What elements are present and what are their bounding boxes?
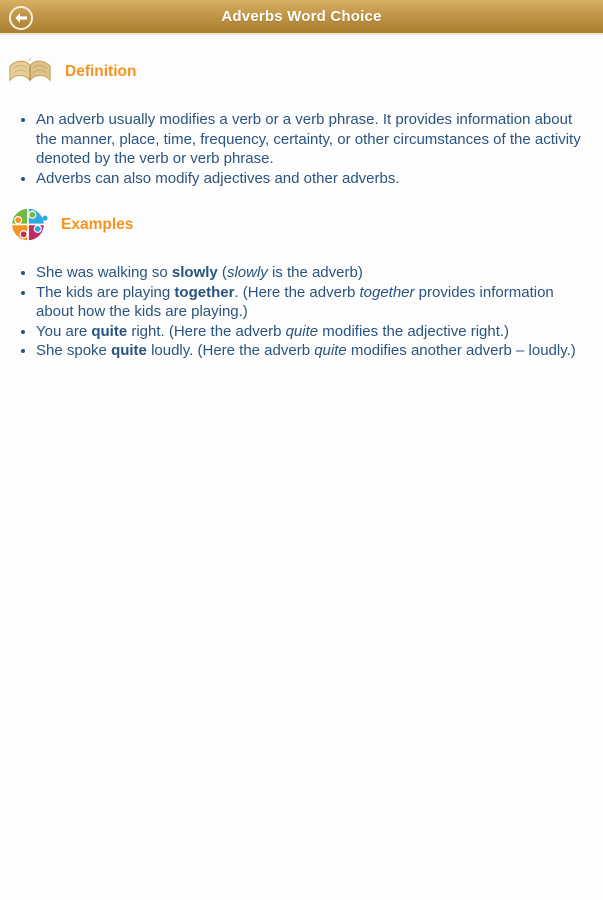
page-title: Adverbs Word Choice — [221, 8, 382, 25]
page — [0, 0, 603, 361]
text-segment: right. (Here the adverb — [127, 322, 286, 340]
highlighted-adverb: together — [174, 283, 235, 301]
italic-adverb: slowly — [226, 264, 268, 281]
section-definition-header — [8, 57, 595, 87]
italic-adverb: together — [359, 283, 415, 301]
content — [0, 57, 603, 361]
list-item — [36, 263, 591, 283]
highlighted-adverb: slowly — [171, 264, 218, 281]
list-item — [36, 341, 591, 361]
examples-list — [8, 263, 595, 361]
back-arrow-icon — [8, 5, 34, 31]
section-examples-header — [8, 205, 595, 244]
highlighted-adverb: quite — [111, 342, 147, 359]
text-segment: Adverbs can also modify adjectives and other adverbs. — [36, 169, 400, 187]
list-item — [36, 169, 591, 189]
text-segment: You are — [36, 322, 92, 340]
text-segment: The kids are playing — [36, 283, 175, 301]
text-segment: She was walking so — [36, 264, 172, 281]
text-segment: . (Here the adverb — [234, 283, 360, 301]
text-segment: modifies the adjective right.) — [318, 322, 510, 340]
definition-list — [8, 110, 595, 188]
text-segment: An adverb usually modifies a verb or a verb phrase. It provides information about the manner, place, time, frequency, certainty, or other circumstances of the activity denoted by the verb or verb phrase. — [36, 111, 581, 167]
italic-adverb: quite — [285, 322, 319, 340]
text-segment: modifies another adverb – loudly.) — [346, 342, 576, 359]
section-title-definition: Definition — [65, 63, 137, 80]
list-item — [36, 283, 591, 322]
text-segment: provides information about how the kids are playing.) — [36, 283, 554, 320]
puzzle-pieces-icon — [8, 205, 48, 244]
text-segment: loudly. (Here the adverb — [146, 342, 315, 359]
text-segment: ( — [217, 264, 227, 281]
list-item — [36, 322, 591, 342]
back-button[interactable] — [8, 5, 34, 31]
app-header — [0, 0, 603, 35]
list-item — [36, 110, 591, 169]
text-segment: is the adverb) — [267, 264, 363, 281]
open-book-icon — [8, 57, 52, 87]
italic-adverb: quite — [314, 342, 347, 359]
text-segment: She spoke — [36, 342, 112, 359]
highlighted-adverb: quite — [91, 322, 128, 340]
section-title-examples: Examples — [61, 215, 134, 233]
